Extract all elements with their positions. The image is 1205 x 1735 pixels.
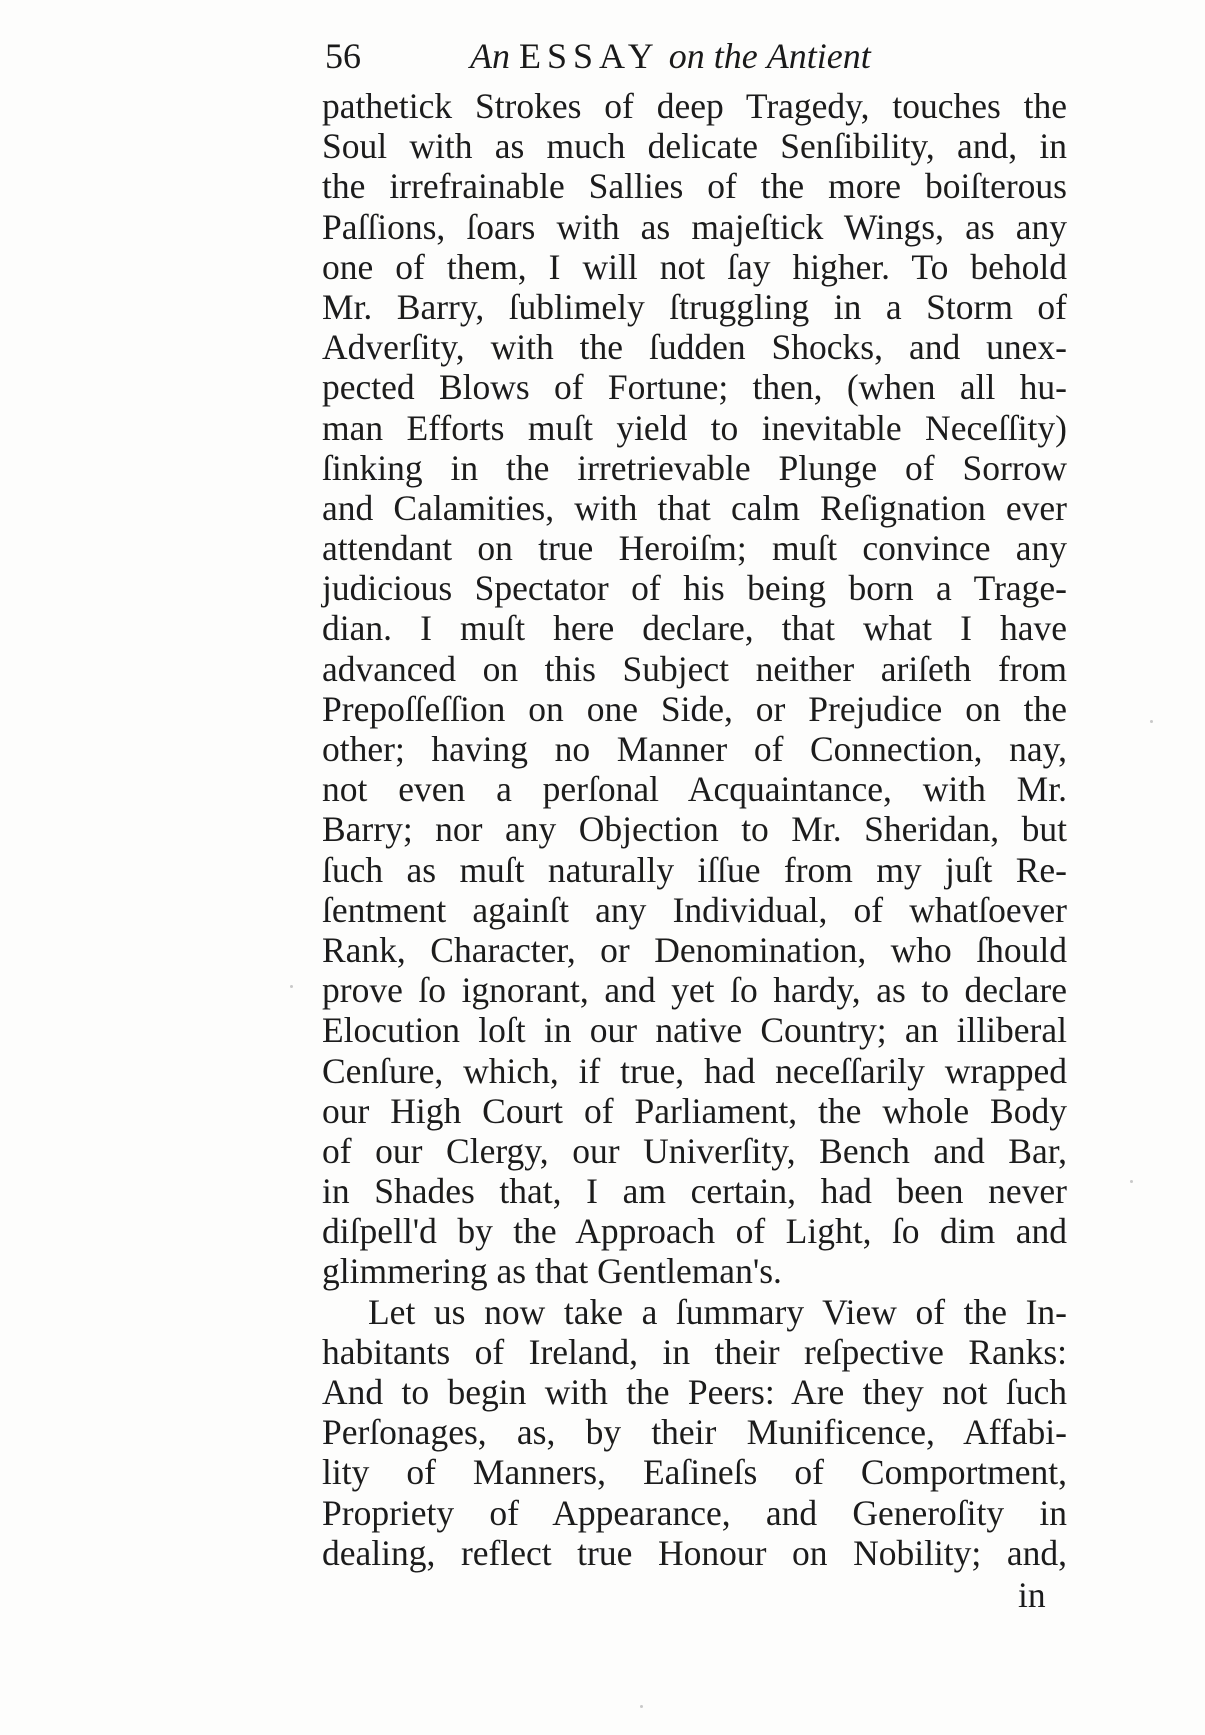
text-line: ſinking in the irretrievable Plunge of Sorrow: [322, 447, 1067, 488]
text-line: of our Clergy, our Univerſity, Bench and Bar,: [322, 1130, 1067, 1171]
running-head-suffix: Antient: [766, 36, 871, 76]
page-number: 56: [325, 36, 361, 76]
text-line: advanced on this Subject neither ariſeth from: [322, 648, 1067, 689]
body-text: [322, 86, 1067, 1573]
text-line: dealing, reflect true Honour on Nobility; and,: [322, 1532, 1067, 1573]
text-line: And to begin with the Peers: Are they not ſuch: [322, 1372, 1067, 1412]
text-line: Propriety of Appearance, and Generoſity in: [322, 1492, 1067, 1533]
text-line: not even a perſonal Acquaintance, with Mr.: [322, 769, 1067, 810]
text-line: ſentment againſt any Individual, of whatſoever: [322, 889, 1067, 930]
paper-speck: [1150, 720, 1153, 723]
text-line: Perſonages, as, by their Munificence, Affabi-: [322, 1412, 1067, 1453]
text-line: Elocution loſt in our native Country; an illiberal: [322, 1010, 1067, 1051]
text-line: judicious Spectator of his being born a Trage-: [322, 568, 1067, 609]
text-line: attendant on true Heroiſm; muſt convince any: [322, 528, 1067, 569]
text-line: our High Court of Parliament, the whole Body: [322, 1090, 1067, 1131]
text-line: and Calamities, with that calm Reſignation ever: [322, 487, 1067, 528]
running-head-mid: on the: [668, 36, 758, 76]
paper-speck: [640, 1705, 643, 1708]
text-line: Prepoſſeſſion on one Side, or Prejudice on the: [322, 688, 1067, 729]
text-line: the irrefrainable Sallies of the more boiſterous: [322, 166, 1067, 207]
text-line: Adverſity, with the ſudden Shocks, and unex-: [322, 327, 1067, 368]
text-line: pathetick Strokes of deep Tragedy, touches the: [322, 86, 1067, 126]
paper-speck: [1130, 1180, 1133, 1183]
paragraph-first-line: Let us now take a ſummary View of the In-: [368, 1291, 1067, 1332]
text-line: prove ſo ignorant, and yet ſo hardy, as to declare: [322, 970, 1067, 1011]
text-line: Rank, Character, or Denomination, who ſhould: [322, 929, 1067, 970]
paragraph-end-line: glimmering as that Gentleman's.: [322, 1251, 782, 1292]
page-header: [325, 30, 1065, 82]
running-head: [470, 30, 871, 82]
text-line: Barry; nor any Objection to Mr. Sheridan, but: [322, 809, 1067, 850]
text-line: ſuch as muſt naturally iſſue from my juſt Re-: [322, 849, 1067, 890]
text-line: lity of Manners, Eaſineſs of Comportment,: [322, 1452, 1067, 1493]
text-line: one of them, I will not ſay higher. To behold: [322, 246, 1067, 287]
text-line: dian. I muſt here declare, that what I have: [322, 608, 1067, 649]
running-head-prefix: An: [470, 36, 510, 76]
text-line: Mr. Barry, ſublimely ſtruggling in a Storm of: [322, 286, 1067, 327]
paper-speck: [290, 985, 293, 988]
text-line: pected Blows of Fortune; then, (when all hu-: [322, 367, 1067, 408]
text-line: diſpell'd by the Approach of Light, ſo dim and: [322, 1211, 1067, 1252]
text-line: habitants of Ireland, in their reſpective Ranks:: [322, 1331, 1067, 1372]
running-head-caps: ESSAY: [519, 36, 660, 76]
text-line: Soul with as much delicate Senſibility, and, in: [322, 126, 1067, 167]
text-line: other; having no Manner of Connection, nay,: [322, 729, 1067, 769]
text-line: Cenſure, which, if true, had neceſſarily wrapped: [322, 1050, 1067, 1091]
catchword: in: [1018, 1575, 1046, 1615]
text-line: man Efforts muſt yield to inevitable Neceſſity): [322, 407, 1067, 448]
text-line: Paſſions, ſoars with as majeſtick Wings, as any: [322, 206, 1067, 247]
text-line: in Shades that, I am certain, had been never: [322, 1171, 1067, 1212]
